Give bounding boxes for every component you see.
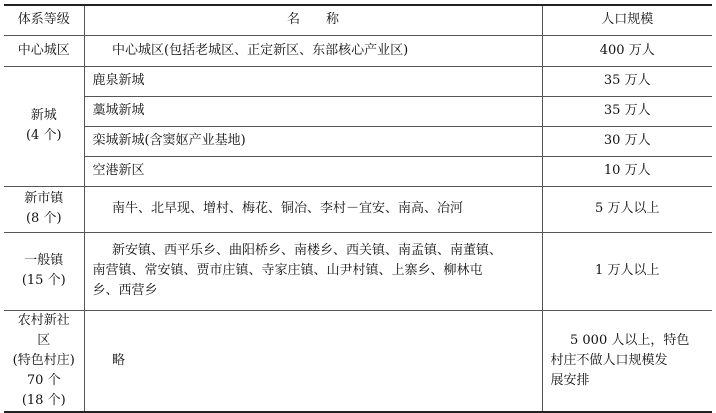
level-line: (18 个) — [21, 392, 66, 408]
name-cell: 南牛、北早现、增村、梅花、铜冶、李村－宜安、南高、冶河 — [84, 186, 542, 232]
level-line: (特色村庄) — [12, 352, 75, 368]
name-cell: 略 — [84, 310, 542, 412]
table-row — [4, 156, 712, 186]
level-cell: 中心城区 — [4, 35, 84, 66]
table-row — [4, 66, 712, 96]
name-line: 乡、西营乡 — [92, 283, 158, 298]
header-row — [4, 5, 712, 35]
table-row — [4, 232, 712, 310]
name-cell: 栾城新城(含窦妪产业基地) — [84, 126, 542, 156]
level-line: 农村新社区 — [17, 312, 70, 348]
table-row — [4, 310, 712, 412]
level-line: (15 个) — [21, 273, 66, 288]
name-cell: 鹿泉新城 — [84, 66, 542, 96]
level-line: 一般镇 — [24, 253, 64, 268]
population-cell: 35 万人 — [542, 66, 712, 96]
header-name: 名 称 — [84, 5, 542, 35]
level-line: (4 个) — [25, 128, 62, 143]
name-line: 新安镇、西平乐乡、曲阳桥乡、南楼乡、西关镇、南孟镇、南董镇、 — [112, 243, 503, 258]
urban-system-table — [4, 4, 712, 413]
level-cell — [4, 310, 84, 412]
population-cell: 1 万人以上 — [542, 232, 712, 310]
header-population: 人口规模 — [542, 5, 712, 35]
population-line: 5 000 人以上，特色 — [570, 332, 690, 348]
population-cell: 10 万人 — [542, 156, 712, 186]
name-line: 南营镇、常安镇、贾市庄镇、寺家庄镇、山尹村镇、上寨乡、柳林屯 — [92, 263, 483, 278]
population-cell: 400 万人 — [542, 35, 712, 66]
table-row — [4, 126, 712, 156]
population-cell: 5 万人以上 — [542, 186, 712, 232]
level-cell — [4, 232, 84, 310]
population-line: 村庄不做人口规模发 — [550, 352, 668, 368]
level-line: 新市镇 — [24, 191, 64, 206]
name-cell: 空港新区 — [84, 156, 542, 186]
level-line: (8 个) — [25, 211, 62, 226]
level-line: 新城 — [30, 108, 57, 123]
population-cell: 35 万人 — [542, 96, 712, 126]
level-cell — [4, 186, 84, 232]
header-level: 体系等级 — [4, 5, 84, 35]
table-row — [4, 186, 712, 232]
population-cell: 30 万人 — [542, 126, 712, 156]
table-row — [4, 96, 712, 126]
population-line: 展安排 — [550, 372, 590, 388]
name-cell: 中心城区(包括老城区、正定新区、东部核心产业区) — [84, 35, 542, 66]
level-line: 70 个 — [26, 372, 61, 388]
name-cell: 藁城新城 — [84, 96, 542, 126]
level-cell — [4, 66, 84, 186]
population-cell — [542, 310, 712, 412]
name-cell — [84, 232, 542, 310]
table-row — [4, 35, 712, 66]
